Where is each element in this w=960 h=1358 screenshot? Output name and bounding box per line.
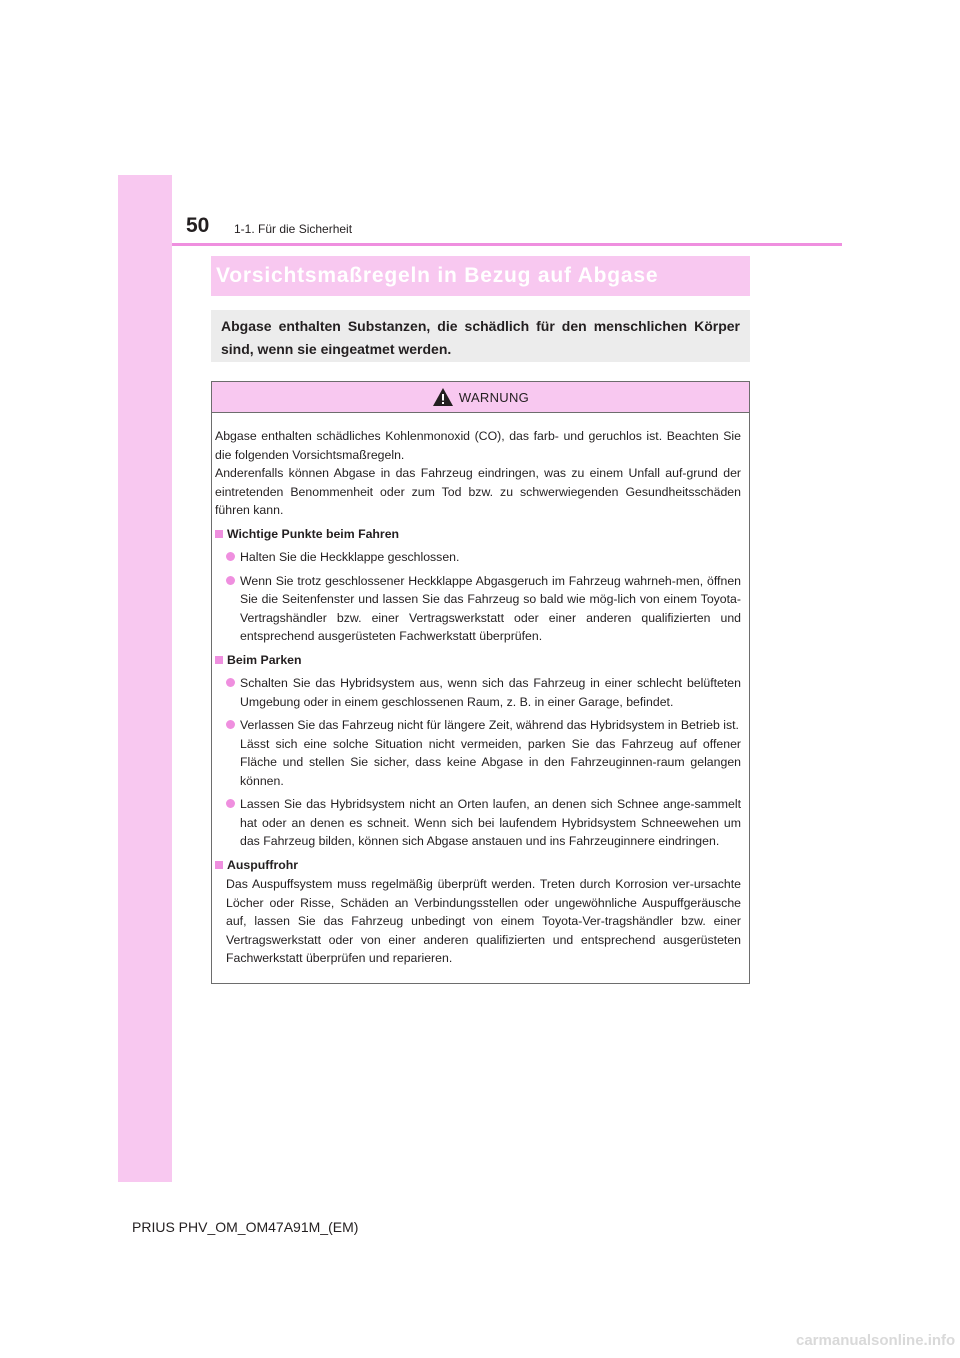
list-item xyxy=(215,548,741,567)
warning-intro: Abgase enthalten schädliches Kohlenmonoxid (CO), das farb- und geruchlos ist. Beachten Sie die folgenden Vorsichtsmaßregeln. xyxy=(215,429,741,462)
footer-doc-id: PRIUS PHV_OM_OM47A91M_(EM) xyxy=(132,1219,359,1235)
section-heading-parking xyxy=(215,651,741,670)
list-item xyxy=(215,674,741,711)
warning-intro-2: Anderenfalls können Abgase in das Fahrzeug eindringen, was zu einem Unfall auf-grund der eintretenden Benommenheit oder zum Tod bzw. zu schwerwiegenden Gesundheitsschäden führen kann. xyxy=(215,466,741,517)
list-item-text xyxy=(240,716,741,790)
header-divider xyxy=(172,243,842,246)
round-bullet-icon xyxy=(226,799,235,808)
warning-triangle-icon xyxy=(432,387,454,407)
warning-body xyxy=(212,413,749,968)
list-item xyxy=(215,572,741,646)
list-item-text: Halten Sie die Heckklappe geschlossen. xyxy=(240,550,460,564)
section-heading-text: Beim Parken xyxy=(227,652,302,667)
round-bullet-icon xyxy=(226,576,235,585)
list-item-text-line: Lässt sich eine solche Situation nicht vermeiden, parken Sie das Fahrzeug auf offener Fläche und stellen Sie sicher, dass keine Abgase in den Fahrzeuginnen-raum gelangen können. xyxy=(240,736,741,788)
section-reference: 1-1. Für die Sicherheit xyxy=(234,222,353,236)
list-item xyxy=(215,795,741,851)
list-item xyxy=(215,716,741,790)
page-title: Vorsichtsmaßregeln in Bezug auf Abgase xyxy=(216,264,659,287)
list-item-text: Lassen Sie das Hybridsystem nicht an Orten laufen, an denen sich Schnee ange-sammelt hat oder an denen es schneit. Wenn sich bei laufendem Hybridsystem Schneewehen um das Fahrzeug bilden, können sich Abgase anstauen und ins Fahrzeuginnere eindringen. xyxy=(240,797,741,848)
side-tab-strip xyxy=(118,175,172,1182)
section-paragraph: Das Auspuffsystem muss regelmäßig überprüft werden. Treten durch Korrosion ver-ursachte Löcher oder Risse, Schäden an Verbindungsstellen oder ungewöhnliche Auspuffgeräusche auf, lassen Sie das Fahrzeug unbedingt von einem Toyota-Ver-tragshändler bzw. einer Vertragswerkstatt oder von einer anderen qualifizierten und entsprechend ausgerüsteten Fachwerkstatt überprüfen und reparieren. xyxy=(226,877,741,965)
page-number: 50 xyxy=(186,214,210,237)
watermark: carmanualsonline.info xyxy=(796,1332,956,1349)
intro-box: Abgase enthalten Substanzen, die schädlich für den menschlichen Körper sind, wenn sie eingeatmet werden. xyxy=(211,310,750,362)
list-item-text: Wenn Sie trotz geschlossener Heckklappe Abgasgeruch im Fahrzeug wahrneh-men, öffnen Sie die Seitenfenster und lassen Sie das Fahrzeug so bald wie mög-lich von einem Toyota-Vertragshändler bzw. einer Vertragswerkstatt oder einer anderen qualifizierten und entsprechend ausgerüsteten Fachwerkstatt überprüfen. xyxy=(240,573,741,643)
warning-box xyxy=(211,381,750,984)
round-bullet-icon xyxy=(226,720,235,729)
square-bullet-icon xyxy=(215,530,223,538)
round-bullet-icon xyxy=(226,678,235,687)
square-bullet-icon xyxy=(215,656,223,664)
page-title-bar xyxy=(211,256,750,296)
section-heading-exhaust xyxy=(215,856,741,875)
list-item-text-line: Verlassen Sie das Fahrzeug nicht für längere Zeit, während das Hybridsystem in Betrieb ist. xyxy=(240,718,739,732)
square-bullet-icon xyxy=(215,861,223,869)
warning-label: WARNUNG xyxy=(458,389,530,405)
section-heading-driving xyxy=(215,525,741,544)
section-heading-text: Wichtige Punkte beim Fahren xyxy=(227,526,400,541)
round-bullet-icon xyxy=(226,552,235,561)
section-heading-text: Auspuffrohr xyxy=(227,857,299,872)
list-item-text: Schalten Sie das Hybridsystem aus, wenn sich das Fahrzeug in einer schlecht belüfteten Umgebung oder in einem geschlossenen Raum, z. B. in einer Garage, befindet. xyxy=(240,676,741,709)
warning-header xyxy=(212,382,749,413)
